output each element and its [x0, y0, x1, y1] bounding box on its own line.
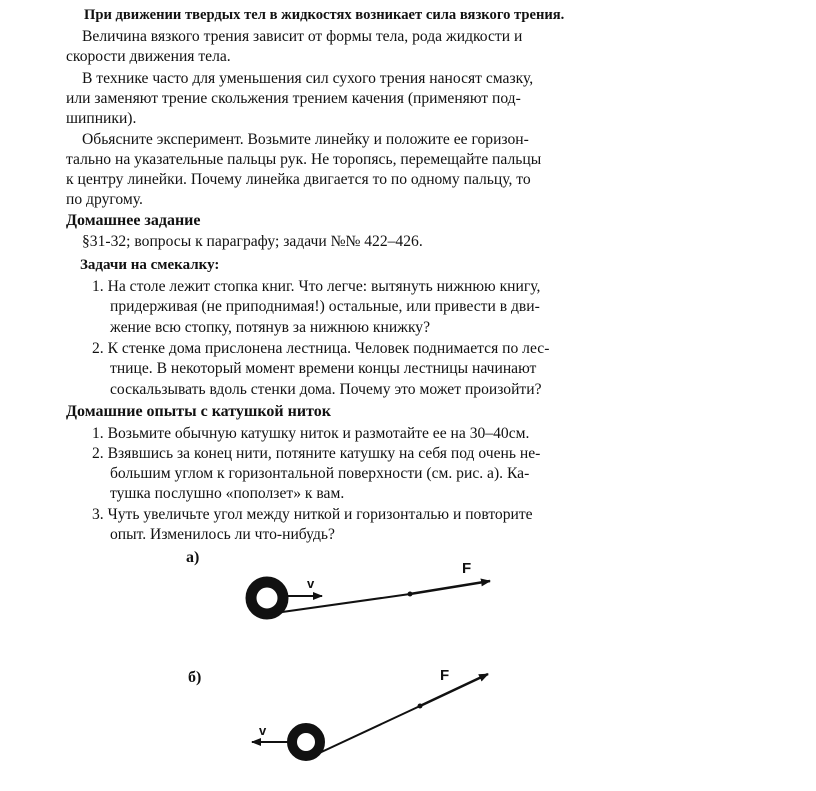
experiment-item: опыт. Изменилось ли что-нибудь?	[110, 526, 335, 543]
experiment-item: 2. Взявшись за конец нити, потяните катушку на себя под очень не-	[92, 445, 541, 462]
force-label: F	[440, 667, 450, 684]
puzzle-item: придерживая (не приподнимая!) остальные, или привести в дви-	[110, 298, 540, 315]
intro-viscous-friction: При движении твердых тел в жидкостях возникает сила вязкого трения.	[84, 7, 565, 23]
paragraph-line: скорости движения тела.	[66, 48, 231, 65]
paragraph-line: Обьясните эксперимент. Возьмите линейку и положите ее горизон-	[82, 131, 529, 148]
thread-line	[315, 706, 420, 755]
experiment-item: тушка послушно «поползет» к вам.	[110, 485, 345, 502]
paragraph-line: Величина вязкого трения зависит от формы тела, рода жидкости и	[82, 28, 523, 45]
puzzle-item: соскальзывать вдоль стенки дома. Почему это может произойти?	[110, 381, 542, 398]
experiment-item: большим углом к горизонтальной поверхности (см. рис. а). Ка-	[110, 465, 530, 482]
paragraph-line: или заменяют трение скольжения трением качения (применяют под-	[66, 90, 521, 107]
paragraph-line: В технике часто для уменьшения сил сухого трения наносят смазку,	[82, 70, 534, 87]
experiment-item: 1. Возьмите обычную катушку ниток и размотайте ее на 30–40см.	[92, 425, 530, 442]
paragraph-line: по другому.	[66, 191, 143, 208]
figure-a-label: а)	[186, 549, 200, 566]
figure-b-label: б)	[188, 669, 202, 686]
figure-a	[186, 549, 490, 614]
spool-icon	[251, 582, 283, 614]
puzzle-item: 1. На столе лежит стопка книг. Что легче: вытянуть нижнюю книгу,	[92, 278, 541, 295]
puzzle-item: 2. К стенке дома прислонена лестница. Человек поднимается по лес-	[92, 340, 550, 357]
velocity-label: v	[259, 723, 267, 738]
spool-icon	[292, 728, 320, 756]
figure-b	[188, 667, 488, 756]
paragraph-line: тально на указательные пальцы рук. Не торопясь, перемещайте пальцы	[66, 151, 542, 168]
force-label: F	[462, 560, 472, 577]
puzzle-item: тнице. В некоторый момент времени концы лестницы начинают	[110, 360, 537, 377]
homework-heading: Домашнее задание	[66, 212, 201, 229]
paragraph-line: шипники).	[66, 110, 137, 127]
puzzle-item: жение всю стопку, потянув за нижнюю книжку?	[110, 319, 431, 336]
force-arrow-icon	[420, 674, 488, 706]
paragraph-line: к центру линейки. Почему линейка двигается то по одному пальцу, то	[66, 171, 531, 188]
force-arrow-icon	[410, 581, 490, 594]
spool-experiments-heading: Домашние опыты с катушкой ниток	[66, 403, 331, 420]
homework-assignment: §31-32; вопросы к параграфу; задачи №№ 422–426.	[82, 233, 423, 250]
velocity-label: v	[307, 576, 315, 591]
experiment-item: 3. Чуть увеличьте угол между ниткой и горизонталью и повторите	[92, 506, 533, 523]
puzzles-heading: Задачи на смекалку:	[80, 257, 220, 273]
